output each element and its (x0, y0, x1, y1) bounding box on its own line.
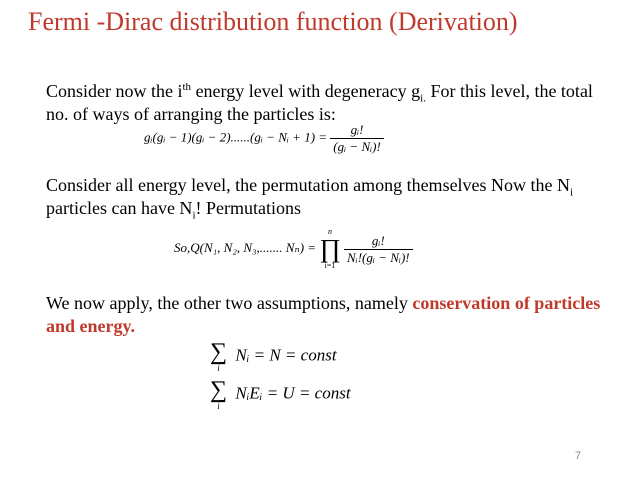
fraction (344, 233, 413, 266)
fraction (330, 122, 384, 155)
equation-expression: Nᵢ = N = const (235, 345, 337, 365)
product-upper-limit: n (328, 227, 333, 236)
fraction-numerator: gᵢ! (330, 122, 384, 139)
summation-symbol: ∑ (210, 377, 228, 403)
page-number: 7 (575, 450, 582, 462)
paragraph-permutations (46, 174, 606, 220)
product-lower-limit: i=1 (324, 261, 336, 270)
fraction-numerator: gᵢ! (344, 233, 413, 250)
text-run: energy level with degeneracy g (191, 81, 421, 101)
equation-total-permutations (174, 228, 413, 270)
equation-expression: NᵢEᵢ = U = const (235, 383, 351, 403)
text-run: particles can have N (46, 198, 193, 218)
text-run: Consider now the i (46, 81, 183, 101)
equation-particle-conservation (210, 340, 337, 373)
text-run: Consider all energy level, the permutation among themselves Now the N (46, 175, 571, 195)
fraction-denominator: Nᵢ!(gᵢ − Nᵢ)! (347, 249, 410, 265)
summation-index: i (217, 363, 220, 373)
summation-index: i (217, 401, 220, 411)
equation-arrangements (144, 122, 384, 155)
subscript: i (570, 186, 574, 199)
product-operator (319, 228, 340, 270)
slide-title: Fermi -Dirac distribution function (Derivation) (28, 7, 518, 36)
text-run: ! Permutations (195, 198, 301, 218)
text-run: We now apply, the other two assumptions, namely (46, 293, 413, 313)
highlight-text: conservation of particles and energy. (46, 293, 601, 336)
text-run: For this level, the total no. of ways of arranging the particles is: (46, 81, 593, 124)
subscript: i. (420, 92, 426, 105)
paragraph-assumptions (46, 292, 606, 338)
summation-symbol: ∑ (210, 339, 228, 365)
paragraph-level-arrangement (46, 80, 606, 126)
equation-lhs: So,Q(N₁, N₂, N₃,....... Nₙ) = (174, 239, 317, 255)
summation-operator (210, 378, 227, 411)
superscript: th (182, 81, 192, 93)
equation-lhs: gᵢ(gᵢ − 1)(gᵢ − 2)......(gᵢ − Nᵢ + 1) = (144, 129, 328, 145)
summation-operator (210, 340, 227, 373)
subscript: i (192, 209, 196, 222)
product-symbol: ∏ (319, 234, 341, 263)
fraction-denominator: (gᵢ − Nᵢ)! (333, 139, 381, 154)
equation-energy-conservation (210, 378, 351, 411)
